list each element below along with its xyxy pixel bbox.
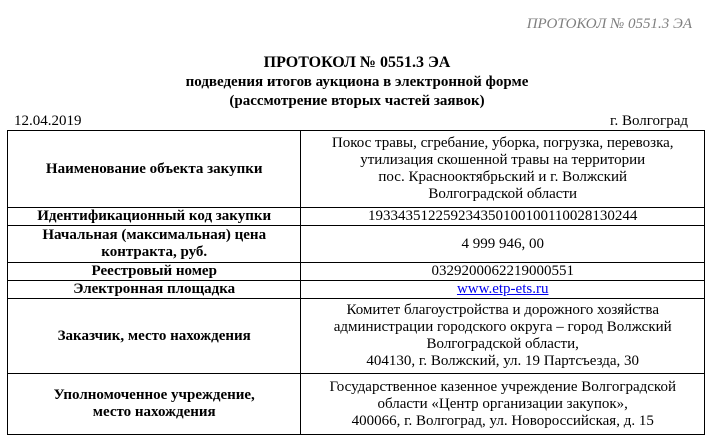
customer-value [301,299,705,374]
protocol-title: ПРОТОКОЛ № 0551.3 ЭА [263,54,451,71]
procurement-name-line-3: пос. Краснооктябрьский и г. Волжский [378,169,628,185]
authorized-label-line-2: место нахождения [92,404,216,420]
procurement-name-line-1: Покос травы, сгребание, уборка, погрузка, перевозка, [331,135,674,151]
protocol-city: г. Волгоград [610,113,688,129]
protocol-subtitle-line-2: (рассмотрение вторых частей заявок) [229,93,485,109]
price-label [8,226,301,263]
procurement-name-value [301,131,705,208]
procurement-info-table [7,130,705,435]
authorized-line-3: 400066, г. Волгоград, ул. Новороссийская, д. 15 [351,412,654,429]
authorized-line-2: области «Центр организации закупок», [377,395,628,412]
authorized-value [301,374,705,435]
running-header: ПРОТОКОЛ № 0551.3 ЭА [526,16,692,32]
procurement-name-line-2: утилизация скошенной травы на территории [360,152,646,168]
authorized-label [8,374,301,435]
price-value: 4 999 946, 00 [301,226,705,263]
price-label-line-2: контракта, руб. [101,244,208,260]
registry-label: Реестровый номер [8,263,301,281]
platform-label: Электронная площадка [8,281,301,299]
id-code-value: 193343512259234350100100110028130244 [301,208,705,226]
id-code-label: Идентификационный код закупки [8,208,301,226]
procurement-name-line-4: Волгоградской области [428,186,578,202]
customer-line-4: 404130, г. Волжский, ул. 19 Партсъезда, 30 [366,353,640,369]
price-label-line-1: Начальная (максимальная) цена [42,227,267,243]
procurement-name-label: Наименование объекта закупки [8,131,301,208]
table-row-registry [8,263,705,281]
registry-value: 0329200062219000551 [301,263,705,281]
customer-label: Заказчик, место нахождения [8,299,301,374]
table-row-procurement-name [8,131,705,208]
authorized-line-1: Государственное казенное учреждение Волгоградской [329,378,676,395]
table-row-id-code [8,208,705,226]
table-row-price [8,226,705,263]
customer-line-2: администрации городского округа – город Волжский [333,319,672,335]
table-row-authorized [8,374,705,435]
platform-value-cell [301,281,705,299]
protocol-date: 12.04.2019 [14,113,82,129]
table-row-customer [8,299,705,374]
authorized-label-line-1: Уполномоченное учреждение, [53,387,255,403]
customer-line-3: Волгоградской области, [426,336,579,352]
platform-link[interactable]: www.etp-ets.ru [456,281,549,297]
table-row-platform [8,281,705,299]
protocol-subtitle-line-1: подведения итогов аукциона в электронной форме [185,74,529,90]
customer-line-1: Комитет благоустройства и дорожного хозяйства [346,302,659,318]
